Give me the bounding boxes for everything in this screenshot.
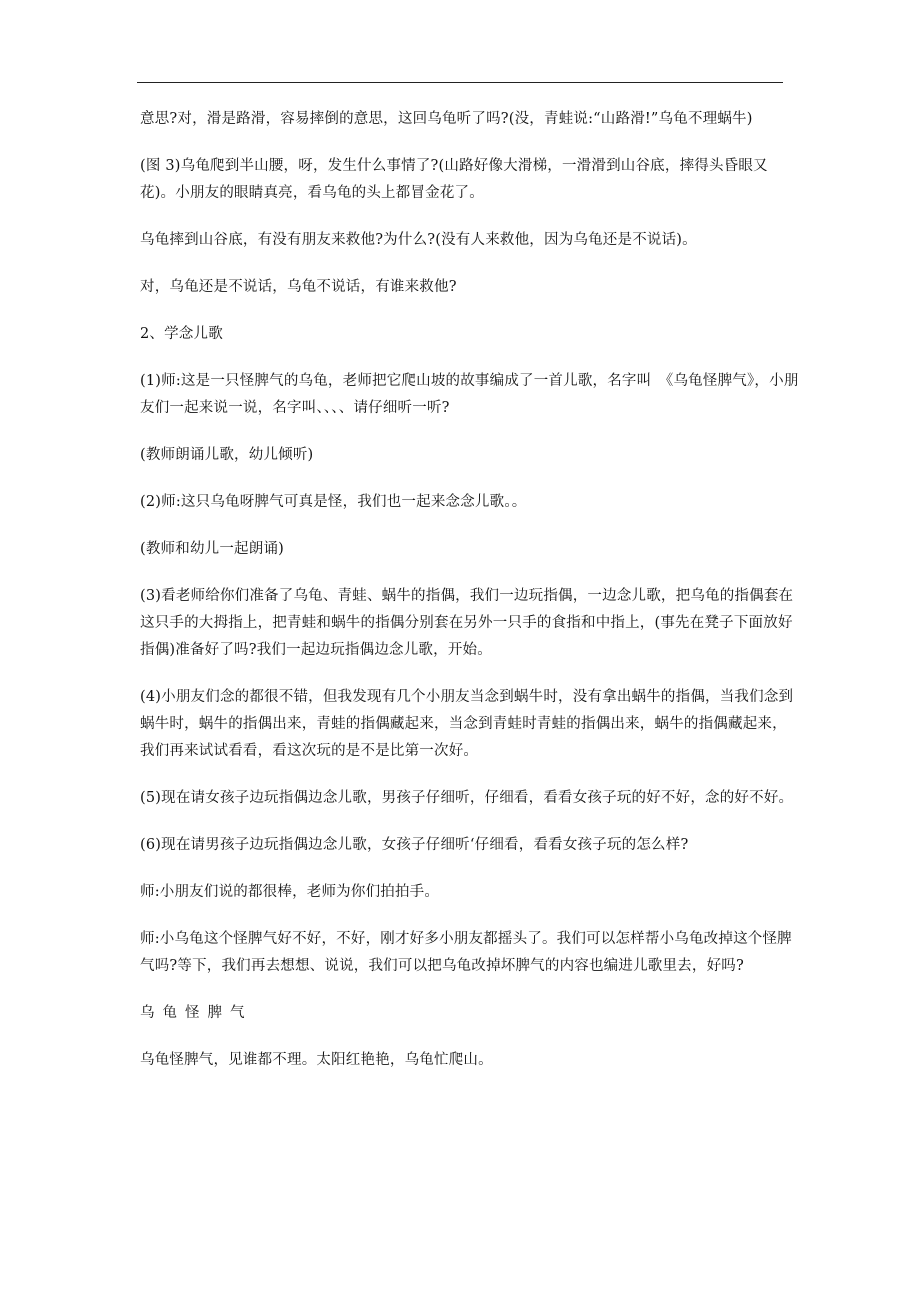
paragraph-step-2: (2)师:这只乌龟呀脾气可真是怪，我们也一起来念念儿歌。。 (140, 494, 527, 510)
paragraph-2: (图 3)乌龟爬到半山腰，呀，发生什么事情了?(山路好像大滑梯，一滑滑到山谷底，摔得头昏眼又花)。小朋友的眼睛真亮，看乌龟的头上都冒金花了。 (140, 158, 768, 201)
paragraph-discussion: 师:小乌龟这个怪脾气好不好，不好，刚才好多小朋友都摇头了。我们可以怎样帮小乌龟改掉这个怪脾气吗?等下，我们再去想想、说说，我们可以把乌龟改掉坏脾气的内容也编进儿歌里去，好吗? (140, 931, 792, 974)
paragraph-note-1: (教师朗诵儿歌，幼儿倾听) (140, 447, 314, 463)
paragraph-step-6: (6)现在请男孩子边玩指偶边念儿歌，女孩子仔细听‘仔细看，看看女孩子玩的怎么样? (140, 837, 689, 853)
paragraph-3: 乌龟摔到山谷底，有没有朋友来救他?为什么?(没有人来救他，因为乌龟还是不说话)。 (140, 232, 697, 248)
paragraph-4: 对，乌龟还是不说话，乌龟不说话，有谁来救他? (140, 279, 457, 295)
paragraph-step-3: (3)看老师给你们准备了乌龟、青蛙、蜗牛的指偶，我们一边玩指偶，一边念儿歌，把乌龟的指偶套在这只手的大拇指上，把青蛙和蜗牛的指偶分别套在另外一只手的食指和中指上，(事先在凳子下面放好指偶)准备好了吗?我们一起边玩指偶边念儿歌，开始。 (140, 588, 794, 658)
header-divider (137, 82, 783, 83)
poem-title: 乌龟怪脾气 (140, 1005, 253, 1021)
paragraph-1: 意思?对，滑是路滑，容易摔倒的意思，这回乌龟听了吗?(没，青蛙说:“山路滑!”乌龟不理蜗牛) (140, 111, 753, 127)
paragraph-step-1: (1)师:这是一只怪脾气的乌龟，老师把它爬山坡的故事编成了一首儿歌，名字叫 《乌龟怪脾气》，小朋友们一起来说一说，名字叫、、、、请仔细听一听? (140, 373, 799, 416)
paragraph-step-5: (5)现在请女孩子边玩指偶边念儿歌，男孩子仔细听，仔细看，看看女孩子玩的好不好，念的好不好。 (140, 790, 794, 806)
paragraph-note-2: (教师和幼儿一起朗诵) (140, 541, 285, 557)
poem-line: 乌龟怪脾气，见谁都不理。太阳红艳艳，乌龟忙爬山。 (140, 1052, 493, 1068)
section-heading: 2、学念儿歌 (140, 326, 223, 342)
paragraph-step-4: (4)小朋友们念的都很不错，但我发现有几个小朋友当念到蜗牛时，没有拿出蜗牛的指偶，当我们念到蜗牛时，蜗牛的指偶出来，青蛙的指偶藏起来，当念到青蛙时青蛙的指偶出来，蜗牛的指偶藏起来，我们再来试试看看，看这次玩的是不是比第一次好。 (140, 689, 794, 759)
document-body (140, 106, 800, 1094)
paragraph-praise: 师:小朋友们说的都很棒，老师为你们拍拍手。 (140, 884, 440, 900)
